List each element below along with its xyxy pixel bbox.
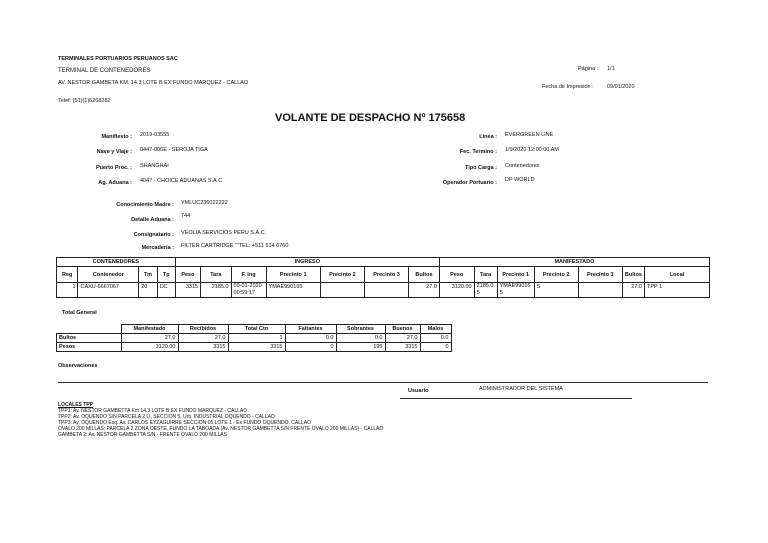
page-label: Página : (578, 66, 599, 72)
customs-detail-value: 744 (181, 213, 191, 219)
cell-bultos-buenos: 27.0 (385, 334, 420, 343)
print-date-value: 09/01/2020 (607, 84, 635, 90)
cell-pesos-faltantes: 0 (285, 343, 336, 352)
table-row (57, 334, 452, 343)
col-tara-ingreso: Tara (201, 267, 231, 283)
group-ingreso: INGRESO (175, 258, 439, 267)
cell-pesos-recibidos: 3315 (178, 343, 228, 352)
cell-precinto1-ingreso: YMAE990165 (266, 283, 320, 298)
origin-port-value: SHANGHAI (140, 163, 169, 169)
group-manifestado: MANIFESTADO (439, 258, 709, 267)
cell-pesos-sobrantes: 195 (336, 343, 385, 352)
consignee-value: VEOLIA SERVICIOS PERU S.A.C. (181, 230, 267, 236)
col-peso-manifestado: Peso (439, 267, 474, 283)
vessel-voyage-value: 0447-006E - SEROJA TIGA (140, 147, 208, 153)
cell-tp: DC (157, 283, 175, 298)
col-bultos-manifestado: Bultos (622, 267, 644, 283)
cell-pesos-buenos: 3315 (385, 343, 420, 352)
containers-table (56, 257, 710, 298)
cell-bultos-total-ctn: 1 (228, 334, 285, 343)
table-row (57, 283, 710, 298)
col-local: Local (645, 267, 710, 283)
col-recibidos: Recibidos (178, 325, 228, 334)
origin-port-label: Puerto Proc. : (95, 165, 132, 171)
col-buenos: Buenos (385, 325, 420, 334)
col-precinto1-ingreso: Precinto 1 (266, 267, 320, 283)
local-line-tpp1: TPP1: Av. NESTOR GAMBETTA Km 14.3 LOTE B EX FUNDO MARQUEZ - CALLAO (58, 408, 248, 414)
locales-block (58, 402, 383, 438)
observations-label: Observaciones (58, 363, 98, 369)
customs-agency-value: 4047 - CHOICE ADUANAS S.A.C (140, 178, 223, 184)
local-line-ovalo: OVALO 200 MILLAS: PARCELA 2 ZONA OESTE, FUNDO LA TABOADA (Av. NESTOR GAMBETTA S/N FRENTE OVALO 200 MILLAS) - CALLAO (58, 426, 384, 432)
col-peso-ingreso: Peso (175, 267, 200, 283)
row-label-pesos: Pesos (57, 343, 122, 352)
cell-tara-ingreso: 2185.0 (201, 283, 231, 298)
cell-pesos-total-ctn: 3315 (228, 343, 285, 352)
page-value: 1/1 (607, 66, 615, 72)
cargo-type-value: Contenedores (505, 163, 540, 169)
cell-fecha-ingreso: 09-01-2020 00:59:17 (231, 283, 266, 298)
cell-pesos-malos: 0 (420, 343, 451, 352)
table-row (57, 343, 452, 352)
col-precinto2-manifestado: Precinto 2 (534, 267, 578, 283)
end-date-label: Fec. Termino : (459, 149, 497, 155)
cell-precinto3-manifestado (578, 283, 622, 298)
cell-bultos-ingreso: 27.0 (409, 283, 440, 298)
cell-pesos-manifestado: 3120.00 (121, 343, 178, 352)
user-divider (400, 398, 632, 399)
cell-bultos-manifestado-total: 27.0 (121, 334, 178, 343)
user-label: Usuario (408, 388, 429, 394)
col-tara-manifestado: Tara (474, 267, 497, 283)
totals-table (56, 324, 452, 352)
col-precinto2-ingreso: Precinto 2 (320, 267, 364, 283)
total-general-label: Total General (62, 310, 97, 316)
master-bl-value: YMLUC236022222 (181, 200, 228, 206)
col-precinto3-ingreso: Precinto 3 (364, 267, 408, 283)
cell-bultos-manifestado: 27.0 (622, 283, 644, 298)
col-bultos-ingreso: Bultos (409, 267, 440, 283)
cell-tara-manifestado: 2185.0 5 (474, 283, 497, 298)
cell-bultos-faltantes: 0.0 (285, 334, 336, 343)
manifest-label: Manifiesto : (101, 134, 132, 140)
col-contenedor: Contenedor (78, 267, 139, 283)
port-operator-value: DP WORLD (505, 177, 535, 183)
col-fecha-ingreso: F. Ing (231, 267, 266, 283)
goods-value: FILTER CARTRIDGE ""TEL: +511 514 6760 (181, 243, 289, 249)
group-contenedores: CONTENEDORES (57, 258, 176, 267)
cell-precinto1-manifestado: YMAE99016 5 (497, 283, 534, 298)
col-manifestado: Manifestado (121, 325, 178, 334)
document-title: VOLANTE DE DESPACHO Nº 175658 (275, 112, 466, 124)
cell-bultos-malos: 0.0 (420, 334, 451, 343)
cell-bultos-sobrantes: 0.0 (336, 334, 385, 343)
company-name: TERMINALES PORTUARIOS PERUANOS SAC (58, 56, 178, 62)
consignee-label: Consignatario : (133, 232, 174, 238)
port-operator-label: Operador Portuario : (442, 180, 497, 186)
local-line-gambeta2: GAMBETA 2: Av. NESTOR GAMBETTA S/N - FRENTE OVALO 200 MILLAS (58, 432, 227, 438)
cell-precinto3-ingreso (364, 283, 408, 298)
observations-divider (58, 382, 708, 383)
print-date-label: Fecha de Impresión : (542, 84, 594, 90)
cell-precinto2-ingreso (320, 283, 364, 298)
customs-detail-label: Detalle Aduana : (131, 217, 174, 223)
cell-contenedor: CAXU-6667067 (78, 283, 139, 298)
master-bl-label: Conocimiento Madre : (116, 202, 174, 208)
cell-bultos-recibidos: 27.0 (178, 334, 228, 343)
vessel-voyage-label: Nave y Viaje : (96, 149, 132, 155)
division-name: TERMINAL DE CONTENEDORES (58, 68, 151, 74)
line-label: Linea : (479, 134, 497, 140)
col-faltantes: Faltantes (285, 325, 336, 334)
col-reg: Reg (57, 267, 78, 283)
end-date-value: 1/9/2020 12:00:00 AM (505, 147, 559, 153)
cell-tm: 20 (139, 283, 157, 298)
col-sobrantes: Sobrantes (336, 325, 385, 334)
cell-peso-manifestado: 3120.00 (439, 283, 474, 298)
col-total-ctn: Total Ctn (228, 325, 285, 334)
line-value: EVERGREEN LINE (505, 132, 554, 138)
row-label-bultos: Bultos (57, 334, 122, 343)
col-malos: Malos (420, 325, 451, 334)
col-precinto3-manifestado: Precinto 3 (578, 267, 622, 283)
col-tp: Tp (157, 267, 175, 283)
cell-peso-ingreso: 3315 (175, 283, 200, 298)
local-line-tpp2: TPP2: Av. OQUENDO S/N PARCELA 2 LI, SECCION 5, Urb. INDUSTRIAL OQUENDO - CALLAO (58, 414, 275, 420)
col-precinto1-manifestado: Precinto 1 (497, 267, 534, 283)
col-tm: Tm (139, 267, 157, 283)
cell-reg: 1 (57, 283, 78, 298)
goods-label: Mercadería : (141, 245, 174, 251)
cell-local: TPP 1 (645, 283, 710, 298)
company-phone: Telef: (51)(1)6268282 (58, 98, 111, 104)
customs-agency-label: Ag. Aduana : (98, 180, 132, 186)
company-address: AV. NESTOR GAMBETA KM. 14.3 LOTE B EX FUNDO MARQUEZ - CALLAO (58, 80, 249, 86)
user-value: ADMINISTRADOR DEL SISTEMA (479, 386, 563, 392)
local-line-tpp3: TPP3: Av. OQUENDO Esq. Av. CARLOS EYZAGUIRRE SECCION 05 LOTE 1 - Ex FUNDO OQUENDO, CALLAO (58, 420, 312, 426)
manifest-value: 2019-03555 (140, 132, 170, 138)
cell-precinto2-manifestado: S (534, 283, 578, 298)
locales-title: LOCALES TPP (58, 402, 94, 408)
cargo-type-label: Tipo Carga : (465, 165, 497, 171)
